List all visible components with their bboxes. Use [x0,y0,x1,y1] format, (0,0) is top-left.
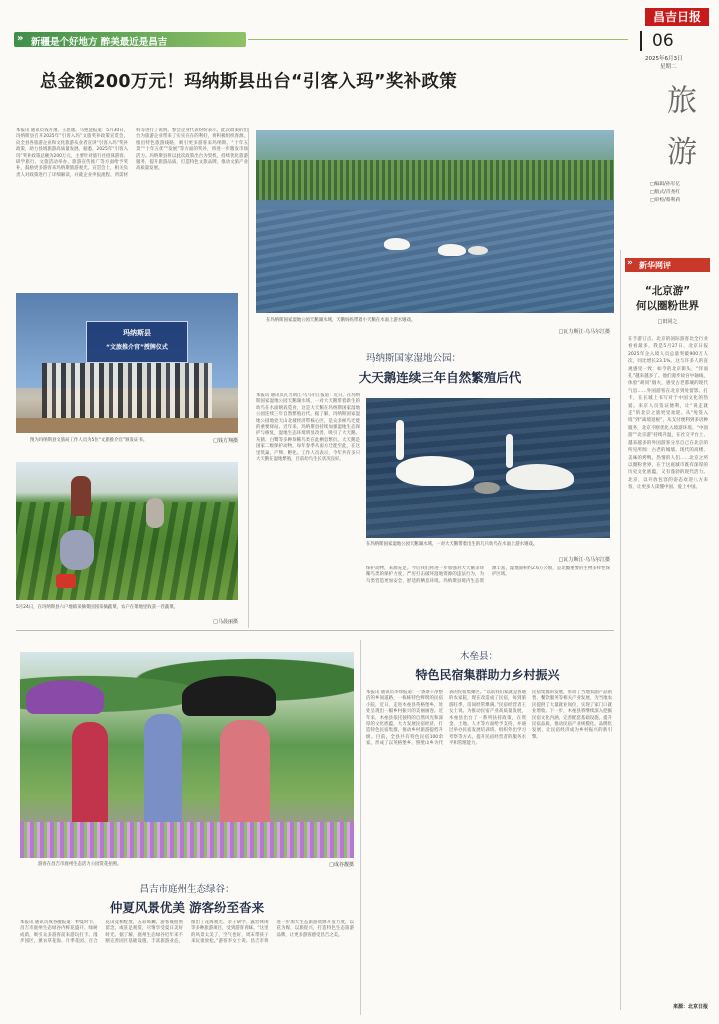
umbrella-shape [182,676,276,716]
stage-sign [86,321,188,363]
field-photo-caption: 5月24日，在玛纳斯县六户地镇采摘菜园园采摘蔬菜，农户在菜地里收获一茬蔬菜。 [16,605,179,610]
ecology-kicker: 昌吉市庭州生态绿谷： [139,884,235,895]
editor-credits [650,181,710,205]
basket [56,574,76,588]
banner-rule [248,39,628,40]
editor-line: □编辑/孙军亿 [650,182,681,187]
crop-rows [16,502,238,600]
water-ripples [256,210,614,313]
column-divider [360,640,361,1015]
swan-shape [438,244,466,256]
swan-neck [506,434,513,468]
minsu-kicker: 木垒县： [460,651,499,662]
flower-bed [20,822,354,858]
field-photo-credit: □马晨丽摄 [213,619,238,625]
field-photo [16,462,238,600]
sidebar-divider [620,250,621,1010]
commentary-headline-1: “北京游” [644,285,691,297]
farmer-figure [146,498,164,528]
swan-shape [468,246,488,255]
main-headline: 总金额200万元！玛纳斯县出台“引客入玛”奖补政策 [40,72,458,92]
issue-date: 2025年6月3日 [645,56,683,62]
minsu-headline: 特色民宿集群助力乡村振兴 [415,668,560,682]
page-number-box [640,31,708,51]
commentary-author: □田同之 [657,319,678,325]
ceremony-photo-credit: □钱方翔摄 [213,438,238,444]
umbrella-shape [26,680,104,714]
section-divider [16,630,614,631]
commentary-label-bar [625,258,710,272]
garden-visitors-photo [20,652,354,858]
swan-shape [384,238,410,250]
swan-family-photo-credit: □瓦力斯江·乌马尔江摄 [558,557,610,563]
commentary-label: 新华网评 [639,261,671,270]
swan-lake-photo [256,130,614,313]
garden-photo-caption: 游客在昌吉市庭州生态活力公园赏花拍照。 [38,862,122,867]
ecology-article-body: 本报讯 通讯员成谷靓报道：仲夏时节，昌吉市庭州生态绿谷内鲜花盛开、绿树成荫，吸引众多游客前来游玩打卡。漫步园区，薰衣草花海、月季花园、百合花田竞相绽放，五彩斑斓，游客或拍照留念，或驻足观赏，尽情享受夏日美好时光。据了解，庭州生态绿谷近年来不断完善园区基础设施，丰富旅游业态，推出了花海观光、亲子研学、露营休闲等多种旅游项目，受到游客青睐。“这里的风景太美了，空气也好，周末带孩子来玩很放松。”游客李女士说。昌吉市将进一步加大生态旅游资源开发力度，以花为媒，以旅促兴，打造特色生态旅游品牌，让更多游客感受昌吉之美。 [20,920,354,945]
swan-neck [396,420,404,460]
page-number: 06 [652,31,674,51]
cygnet-shape [474,482,500,494]
column-divider [248,128,249,628]
swan-article-body-right: 保护动物，来源充足。今后我们将进一步加强对大天鹅等珍稀鸟类的保护力度，严厉打击破坏湿地资源的违法行为，为鸟类营造更加安全、舒适的栖息环境。玛纳斯县境内生态资源丰富，湿地面积约2.6万公顷，是北疆重要的生物多样性保护区域。 [366,566,610,584]
ceremony-photo [16,293,238,433]
swan-shape [396,456,474,486]
stage-sign-line2: “文旅推介官”授牌仪式 [106,344,168,351]
reed-bank [256,160,614,200]
commentary-chevron-icon: » [627,258,633,268]
minsu-article-body: 本报讯 通讯员李珍报道：一条条干净整洁的乡间道路，一栋栋特色鲜明的民宿小院，近日，走进木垒县英格堡乡，处处呈现出一幅乡村振兴的美丽画卷。近年来，木垒县依托独特的自然风光和深厚的文化底蕴，大力发展民宿经济，打造特色民宿集群，推动乡村旅游提档升级。目前，全县共有特色民宿100余家，形成了以英格堡乡、照壁山乡为代表的民宿集聚区。“以前我们家就是普通的农家院，现在改造成了民宿，每到旅游旺季，房间经常爆满。”民宿经营者王女士说。为推动民宿产业高质量发展，木垒县出台了一系列扶持政策，在资金、土地、人才等方面给予支持，并通过举办民宿发展培训班、组织外出学习考察等方式，提升民宿经营者的服务水平和管理能力。 [366,690,526,747]
banner-chevron-icon: » [17,33,24,44]
paper-name: 昌吉日报 [645,8,709,26]
issue-weekday: 星期二 [660,64,677,70]
commentary-body: 在手游订点、北京的国际游客比全行业看看最多，我是5月27日，北京日报2025年企入境人员总量突破900万人次，同比增长23.1%。这与许多人的直观感受一致：如今的北京街头，“洋面孔”越来越多了。他们漫步故宫中轴线，体验“胡同”烟火，感受古老都城的现代气息……外国游客在北京到处留影、打卡，在长城上书写对于中国文化的热爱。来京人员签证便利，让“说走就走”的北京之旅更受欢迎。从“免签入境”到“离境退税”，从支付便利到多语种服务，北京不断优化入境游环境。“中国游”“北京游”持续升温，在社交平台上，越来越多的外国游客分享自己在北京的所见所闻：古老的城墙、现代的高楼、美味的烤鸭、热情的人们……北京之所以圈粉世界，在于这座城市既有深厚的历史文化底蕴，又有蓬勃的现代活力。北京，以开放包容的姿态欢迎八方来客，让更多人读懂中国、爱上中国。 [628,337,708,491]
swan-lake-photo-caption: 在玛纳斯国家湿地公园天鹅湖水域，天鹅妈妈带着小天鹅在水面上游水嬉戏。 [266,318,416,323]
section-banner-text: 新疆是个好地方 醉美最近是昌吉 [31,37,168,48]
swan-kicker: 玛纳斯国家湿地公园： [366,353,462,364]
swan-lake-photo-credit: □瓦力斯江·乌马尔江摄 [558,329,610,335]
commentary-headline-2: 何以圈粉世界 [636,300,699,312]
farmer-figure [71,476,91,516]
ecology-headline: 仲夏风景优美 游客纷至沓来 [109,900,265,915]
swan-shape [506,464,574,490]
stage-floor [16,418,238,433]
visitor-figure [72,722,108,832]
minsu-article-body-right: 民宿集群的发展，带动了当地农副产品销售、餐饮服务等相关产业发展，为当地农民提供了大量就业岗位，实现了家门口就业增收。下一步，木垒县将继续深入挖掘民宿文化内涵，完善配套基础设施，提升民宿品质，推动民宿产业规模化、品牌化发展，让民宿经济成为乡村振兴的新引擎。 [532,690,612,740]
commentary-source: 来源：北京日报 [672,1004,708,1010]
swan-family-photo [366,398,610,538]
swan-article-body: 本报讯 通讯员瓦力斯江·乌马尔江报道：近日，在玛纳斯国家湿地公园天鹅湖水域，一对大天鹅带着新生的幼鸟在水面嬉戏觅食，这是大天鹅在玛纳斯国家湿地公园连续三年自然繁殖后代。据了解，玛纳斯国家湿地公园地处天山北坡经济带核心区，是众多候鸟迁徙的重要驿站。近年来，玛纳斯县持续加强湿地生态保护与修复，湿地生态环境明显改善，吸引了大天鹅、灰鹤、白鹭等多种珍稀鸟类在此栖息繁衍。大天鹅是国家二级保护动物，每年春季从南方迁徙至此，在这里筑巢、产卵、孵化。工作人员表示，今年共有多只大天鹅在湿地繁殖，目前幼鸟生长状况良好。 [256,393,360,463]
editor-line: □审校/蔡利莉 [650,198,681,203]
swan-headline: 大天鹅连续三年自然繁殖后代 [358,370,522,385]
farmer-figure [60,530,94,570]
garden-photo-credit: □成谷靓摄 [329,862,354,868]
editor-line: □版式/肖尧红 [650,190,681,195]
visitor-figure [144,714,182,824]
stage-sign-line1: 玛纳斯县 [123,329,151,337]
ceremony-photo-caption: 图为玛纳斯县文旅局工作人员为5位“文旅推介官”颁发证书。 [30,438,148,443]
section-banner [14,32,246,47]
swan-family-photo-caption: 在玛纳斯国家湿地公园天鹅湖水域，一对大天鹅带着出生的几只幼鸟在水面上游水嬉戏。 [366,542,538,547]
column-title: 旅 游 [661,84,696,172]
main-article-body: 本报讯 通讯员钱方翔、王思逸、马艳慧报道：5月30日，玛纳斯县召开2025年“引客入玛”文旅奖补政策宣贯会，向全县各旅游企业和文化旅游从业者宣讲“引客入玛”奖补政策，助力县域旅游高质量发展。据悉，2025年“引客入玛”奖补政策总额为200万元，主要针对旅行社招徕游客、研学旅行、文旅活动举办、旅游宣传推广等方面给予奖补，鼓励更多游客来玛纳斯旅游观光。宣贯会上，相关负责人对政策进行了详细解读，并就企业申报流程、所需材料等进行了说明。参会企业代表纷纷表示，此次政策的出台为旅游企业带来了实实在在的利好，将积极组织客源，推出特色旅游线路，吸引更多游客来玛纳斯。“十年五景”“十年五优”“发展”等方面的奖补，将进一步激发市场活力。玛纳斯县将以此次政策出台为契机，持续优化旅游服务，提升旅游品质，打造特色文旅品牌，推动文旅产业高质量发展。 [16,128,248,178]
